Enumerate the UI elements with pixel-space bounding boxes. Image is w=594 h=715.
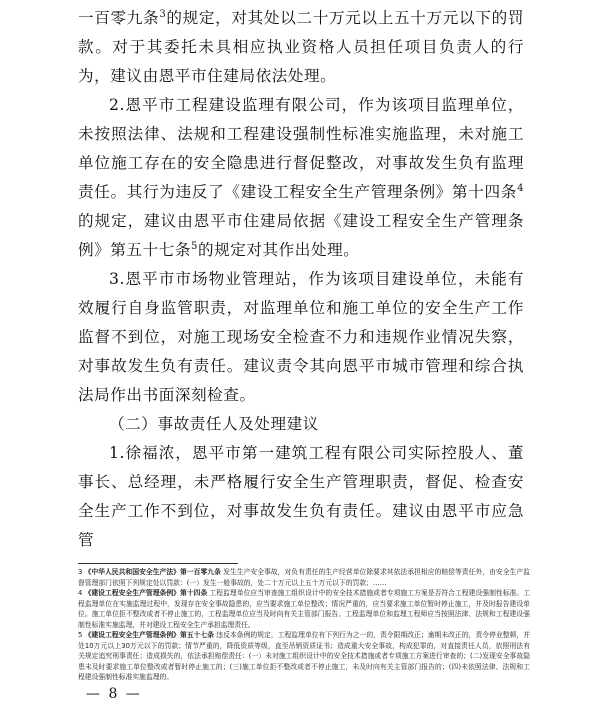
footnote-3 bbox=[78, 567, 530, 588]
paragraph-4: 1.徐福浓，恩平市第一建筑工程有限公司实际控股人、董事长、总经理，未严格履行安全生产管理职责，督促、检查安全生产工作不到位，对事故发生负有责任。建议由恩平市应急管 bbox=[78, 444, 524, 549]
footnote-number: 4 bbox=[78, 589, 83, 597]
footnote-title: 《中华人民共和国安全生产法》第一百零九条 bbox=[84, 568, 221, 576]
footnote-text: 工程监理单位应当审查施工组织设计中的安全技术措施或者专项施工方案是否符合工程建设强制性标准。工程监理单位在实施监理过程中，发现存在安全事故隐患的，应当要求施工单位整改；情况严重的，应当要求施工单位暂时停止施工，并及时报告建设单位。施工单位拒不整改或者不停止施工的，工程监理单位应当及时向有关主管部门报告。工程监理单位和监理工程师应当按照法律、法规和工程建设强制性标准实施监理，并对建设工程安全生产承担监理责任。 bbox=[78, 589, 530, 629]
section-heading: （二）事故责任人及处理建议 bbox=[109, 415, 319, 433]
footnote-title: 《建设工程安全生产管理条例》第十四条 bbox=[84, 589, 208, 597]
footnote-ref-5[interactable]: 5 bbox=[191, 240, 198, 252]
paragraph-3: 3.恩平市市场物业管理站，作为该项目建设单位，未能有效履行自身监管职责，对监理单位和施工单位的安全生产工作监督不到位，对施工现场安全检查不力和违规作业情况失察，对事故发生负有责任。建议责令其向恩平市城市管理和综合执法局作出书面深刻检查。 bbox=[78, 270, 524, 404]
text-run: 2.恩平市工程建设监理有限公司，作为该项目监理单位，未按照法律、法规和工程建设强制性标准实施监理，未对施工单位施工存在的安全隐患进行督促整改，对事故发生负有监理责任。其行为违反了《建设工程安全生产管理条例》第十四条 bbox=[78, 96, 524, 201]
footnote-text: 违反本条例的规定，工程监理单位有下列行为之一的，责令限期改正；逾期未改正的，责令停业整顿，并处10万元以上30万元以下的罚款；情节严重的，降低资质等级，直至吊销资质证书；造成重大安全事故，构成犯罪的，对直接责任人员，依照刑法有关规定追究刑事责任；造成损失的，依法承担赔偿责任：(一）未对施工组织设计中的安全技术措施或者专项施工方案进行审查的；(二)发现安全事故隐患未及时要求施工单位整改或者暂时停止施工的；(三)施工单位拒不整改或者不停止施工，未及时向有关主管部门报告的；(四)未依照法律、法规和工程建设强制性标准实施监理的。 bbox=[78, 631, 530, 681]
text-run: 的规定对其作出处理。 bbox=[197, 241, 360, 259]
footnote-number: 5 bbox=[78, 631, 83, 639]
footnote-4 bbox=[78, 588, 530, 630]
footnote-separator bbox=[78, 563, 238, 564]
paragraph-1 bbox=[78, 4, 524, 91]
text-run: 一百零九条 bbox=[78, 9, 160, 27]
paragraph-2 bbox=[78, 91, 524, 265]
footnote-ref-4[interactable]: 4 bbox=[517, 182, 524, 194]
footnote-ref-3[interactable]: 3 bbox=[159, 8, 167, 20]
page-number: — 8 — bbox=[86, 686, 142, 702]
text-run: 的规定，建议由恩平市住建局依据《建设工程安全生产管理条例》第五十七条 bbox=[78, 212, 524, 259]
footnote-5 bbox=[78, 630, 530, 683]
text-run: 的规定，对其处以二十万元以上五十万元以下的罚款。对于其委托未具相应执业资格人员担任项目负责人的行为，建议由恩平市住建局依法处理。 bbox=[78, 9, 524, 85]
footnote-number: 3 bbox=[78, 568, 83, 576]
footnote-title: 《建设工程安全生产管理条例》第五十七条 bbox=[84, 631, 215, 639]
body-text bbox=[78, 4, 524, 555]
footnotes bbox=[78, 567, 530, 683]
footnote-text: 发生生产安全事故，对负有责任的生产经营单位除要求其依法承担相应的赔偿等责任外，由安全生产监督管理部门依照下列规定处以罚款：(一）发生一般事故的，处二十万元以上五十万元以下的罚款；…… bbox=[78, 568, 530, 587]
